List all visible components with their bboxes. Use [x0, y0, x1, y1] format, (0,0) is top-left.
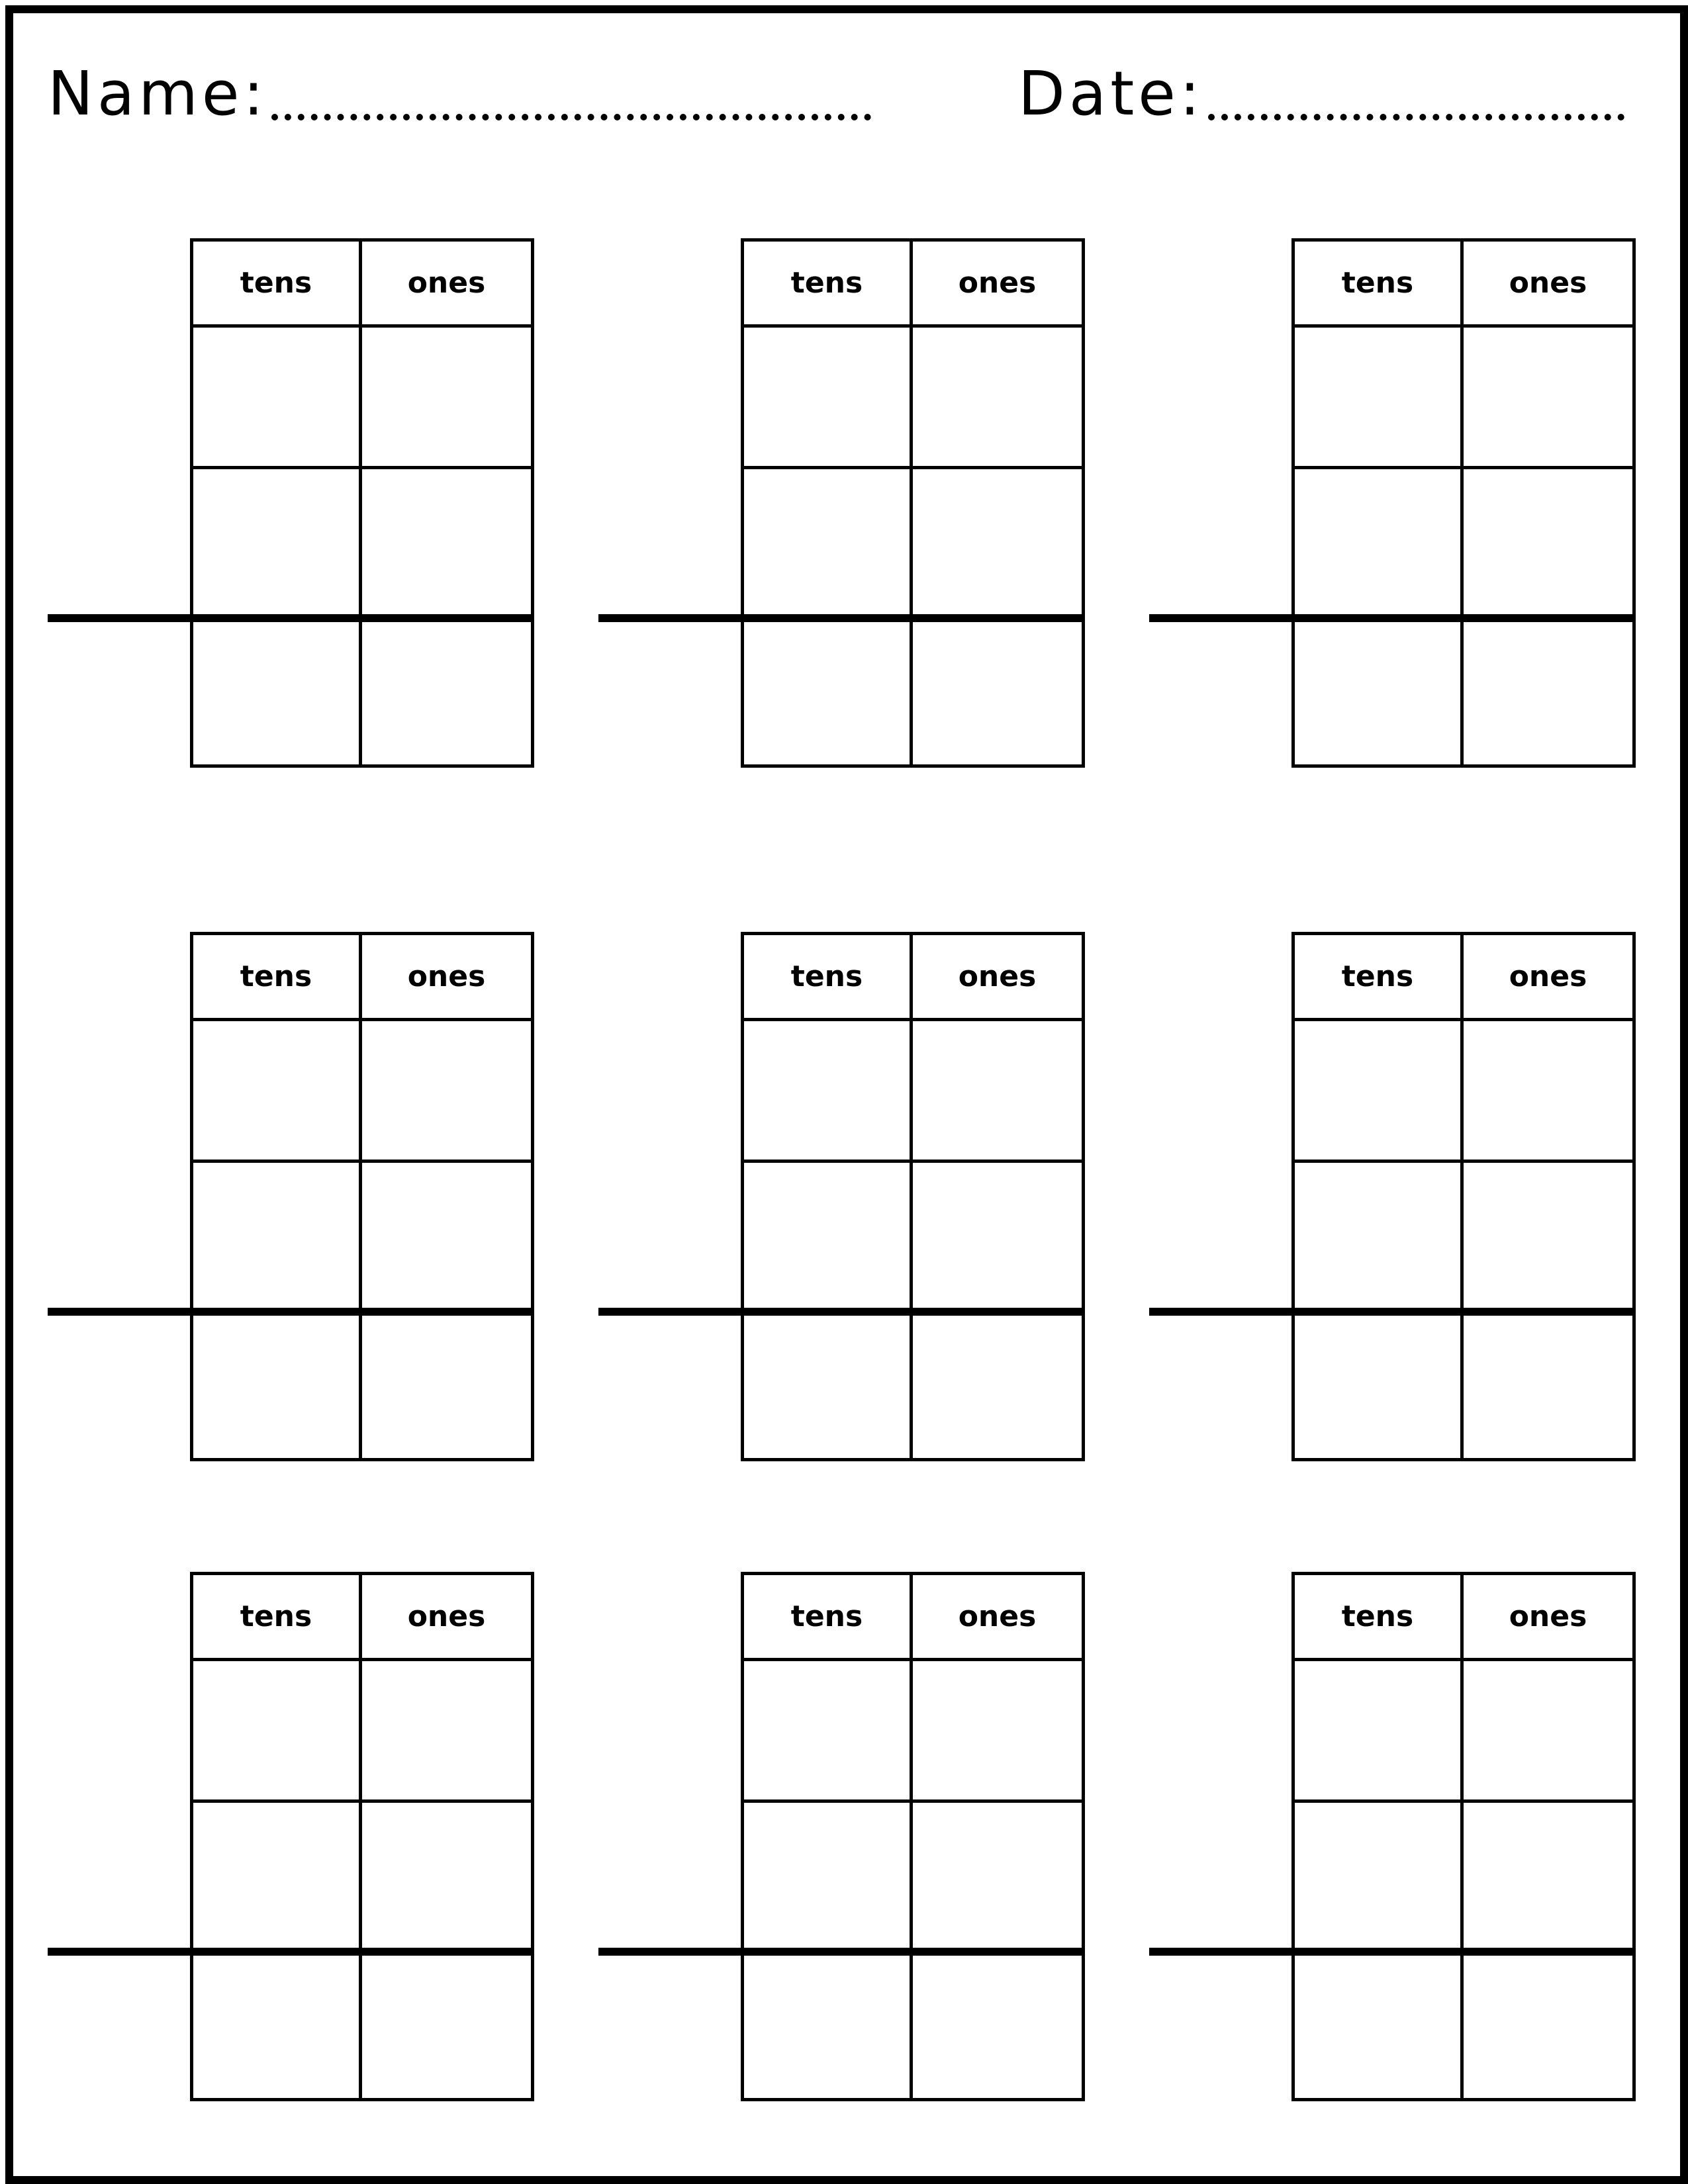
answer-line [1149, 1948, 1636, 1956]
ones-header: ones [913, 935, 1082, 1021]
ones-cell-row2[interactable] [1464, 469, 1632, 620]
tens-cell-row2[interactable] [744, 469, 913, 620]
place-value-chart [1149, 1572, 1639, 2108]
answer-line [598, 1948, 1085, 1956]
tens-cell-row1[interactable] [744, 1021, 913, 1163]
tens-cell-row2[interactable] [193, 1163, 362, 1314]
answer-line [1149, 614, 1636, 622]
tens-cell-row1[interactable] [193, 1021, 362, 1163]
ones-header: ones [1464, 1575, 1632, 1661]
place-value-grid [1291, 238, 1636, 768]
ones-cell-row2[interactable] [1464, 1803, 1632, 1954]
answer-line [1149, 1308, 1636, 1316]
ones-cell-row1[interactable] [362, 1021, 531, 1163]
ones-header: ones [1464, 242, 1632, 328]
ones-cell-row1[interactable] [362, 1661, 531, 1803]
tens-answer-cell[interactable] [193, 1314, 362, 1458]
tens-header: tens [193, 242, 362, 328]
ones-answer-cell[interactable] [1464, 1954, 1632, 2098]
tens-cell-row2[interactable] [744, 1163, 913, 1314]
tens-cell-row2[interactable] [1295, 469, 1464, 620]
date-field[interactable] [1018, 52, 1624, 129]
place-value-chart [48, 932, 538, 1468]
ones-cell-row2[interactable] [362, 469, 531, 620]
tens-header: tens [193, 1575, 362, 1661]
place-value-grid [741, 1572, 1085, 2101]
tens-cell-row1[interactable] [744, 328, 913, 469]
tens-answer-cell[interactable] [744, 1314, 913, 1458]
ones-cell-row2[interactable] [362, 1163, 531, 1314]
place-value-chart [48, 1572, 538, 2108]
ones-answer-cell[interactable] [1464, 1314, 1632, 1458]
tens-cell-row1[interactable] [193, 1661, 362, 1803]
ones-header: ones [913, 1575, 1082, 1661]
tens-answer-cell[interactable] [193, 1954, 362, 2098]
place-value-grid [1291, 932, 1636, 1461]
place-value-chart [598, 932, 1088, 1468]
ones-cell-row2[interactable] [913, 469, 1082, 620]
ones-cell-row2[interactable] [1464, 1163, 1632, 1314]
tens-cell-row2[interactable] [193, 469, 362, 620]
place-value-grid [741, 932, 1085, 1461]
ones-cell-row1[interactable] [913, 328, 1082, 469]
tens-answer-cell[interactable] [1295, 620, 1464, 764]
tens-cell-row2[interactable] [744, 1803, 913, 1954]
name-dotted-line[interactable] [271, 114, 871, 120]
tens-answer-cell[interactable] [744, 1954, 913, 2098]
ones-cell-row1[interactable] [1464, 1021, 1632, 1163]
tens-header: tens [1295, 1575, 1464, 1661]
place-value-chart [1149, 238, 1639, 774]
ones-header: ones [362, 935, 531, 1021]
name-label: Name: [48, 58, 268, 129]
tens-header: tens [744, 1575, 913, 1661]
tens-cell-row1[interactable] [1295, 1021, 1464, 1163]
tens-cell-row1[interactable] [1295, 328, 1464, 469]
ones-answer-cell[interactable] [362, 1954, 531, 2098]
ones-answer-cell[interactable] [362, 620, 531, 764]
tens-header: tens [1295, 935, 1464, 1021]
tens-answer-cell[interactable] [744, 620, 913, 764]
ones-cell-row2[interactable] [913, 1803, 1082, 1954]
place-value-grid [190, 932, 534, 1461]
tens-cell-row2[interactable] [1295, 1163, 1464, 1314]
answer-line [598, 1308, 1085, 1316]
tens-header: tens [1295, 242, 1464, 328]
answer-line [48, 1948, 534, 1956]
tens-answer-cell[interactable] [1295, 1314, 1464, 1458]
ones-answer-cell[interactable] [362, 1314, 531, 1458]
ones-answer-cell[interactable] [913, 1314, 1082, 1458]
place-value-grid [190, 238, 534, 768]
answer-line [598, 614, 1085, 622]
tens-cell-row1[interactable] [193, 328, 362, 469]
tens-header: tens [744, 935, 913, 1021]
ones-cell-row1[interactable] [1464, 1661, 1632, 1803]
ones-answer-cell[interactable] [1464, 620, 1632, 764]
ones-cell-row1[interactable] [913, 1021, 1082, 1163]
ones-header: ones [362, 242, 531, 328]
ones-cell-row2[interactable] [362, 1803, 531, 1954]
ones-answer-cell[interactable] [913, 620, 1082, 764]
tens-answer-cell[interactable] [1295, 1954, 1464, 2098]
name-field[interactable] [48, 52, 871, 129]
answer-line [48, 614, 534, 622]
place-value-grid [1291, 1572, 1636, 2101]
place-value-grid [190, 1572, 534, 2101]
ones-cell-row1[interactable] [362, 328, 531, 469]
ones-answer-cell[interactable] [913, 1954, 1082, 2098]
ones-cell-row1[interactable] [1464, 328, 1632, 469]
place-value-grid [741, 238, 1085, 768]
place-value-chart [598, 238, 1088, 774]
ones-header: ones [362, 1575, 531, 1661]
tens-cell-row2[interactable] [1295, 1803, 1464, 1954]
tens-cell-row2[interactable] [193, 1803, 362, 1954]
place-value-chart [598, 1572, 1088, 2108]
answer-line [48, 1308, 534, 1316]
place-value-chart [48, 238, 538, 774]
tens-cell-row1[interactable] [1295, 1661, 1464, 1803]
tens-header: tens [744, 242, 913, 328]
tens-answer-cell[interactable] [193, 620, 362, 764]
ones-header: ones [913, 242, 1082, 328]
date-label: Date: [1018, 58, 1204, 129]
ones-cell-row1[interactable] [913, 1661, 1082, 1803]
place-value-chart [1149, 932, 1639, 1468]
ones-header: ones [1464, 935, 1632, 1021]
ones-cell-row2[interactable] [913, 1163, 1082, 1314]
tens-header: tens [193, 935, 362, 1021]
tens-cell-row1[interactable] [744, 1661, 913, 1803]
date-dotted-line[interactable] [1208, 114, 1624, 120]
